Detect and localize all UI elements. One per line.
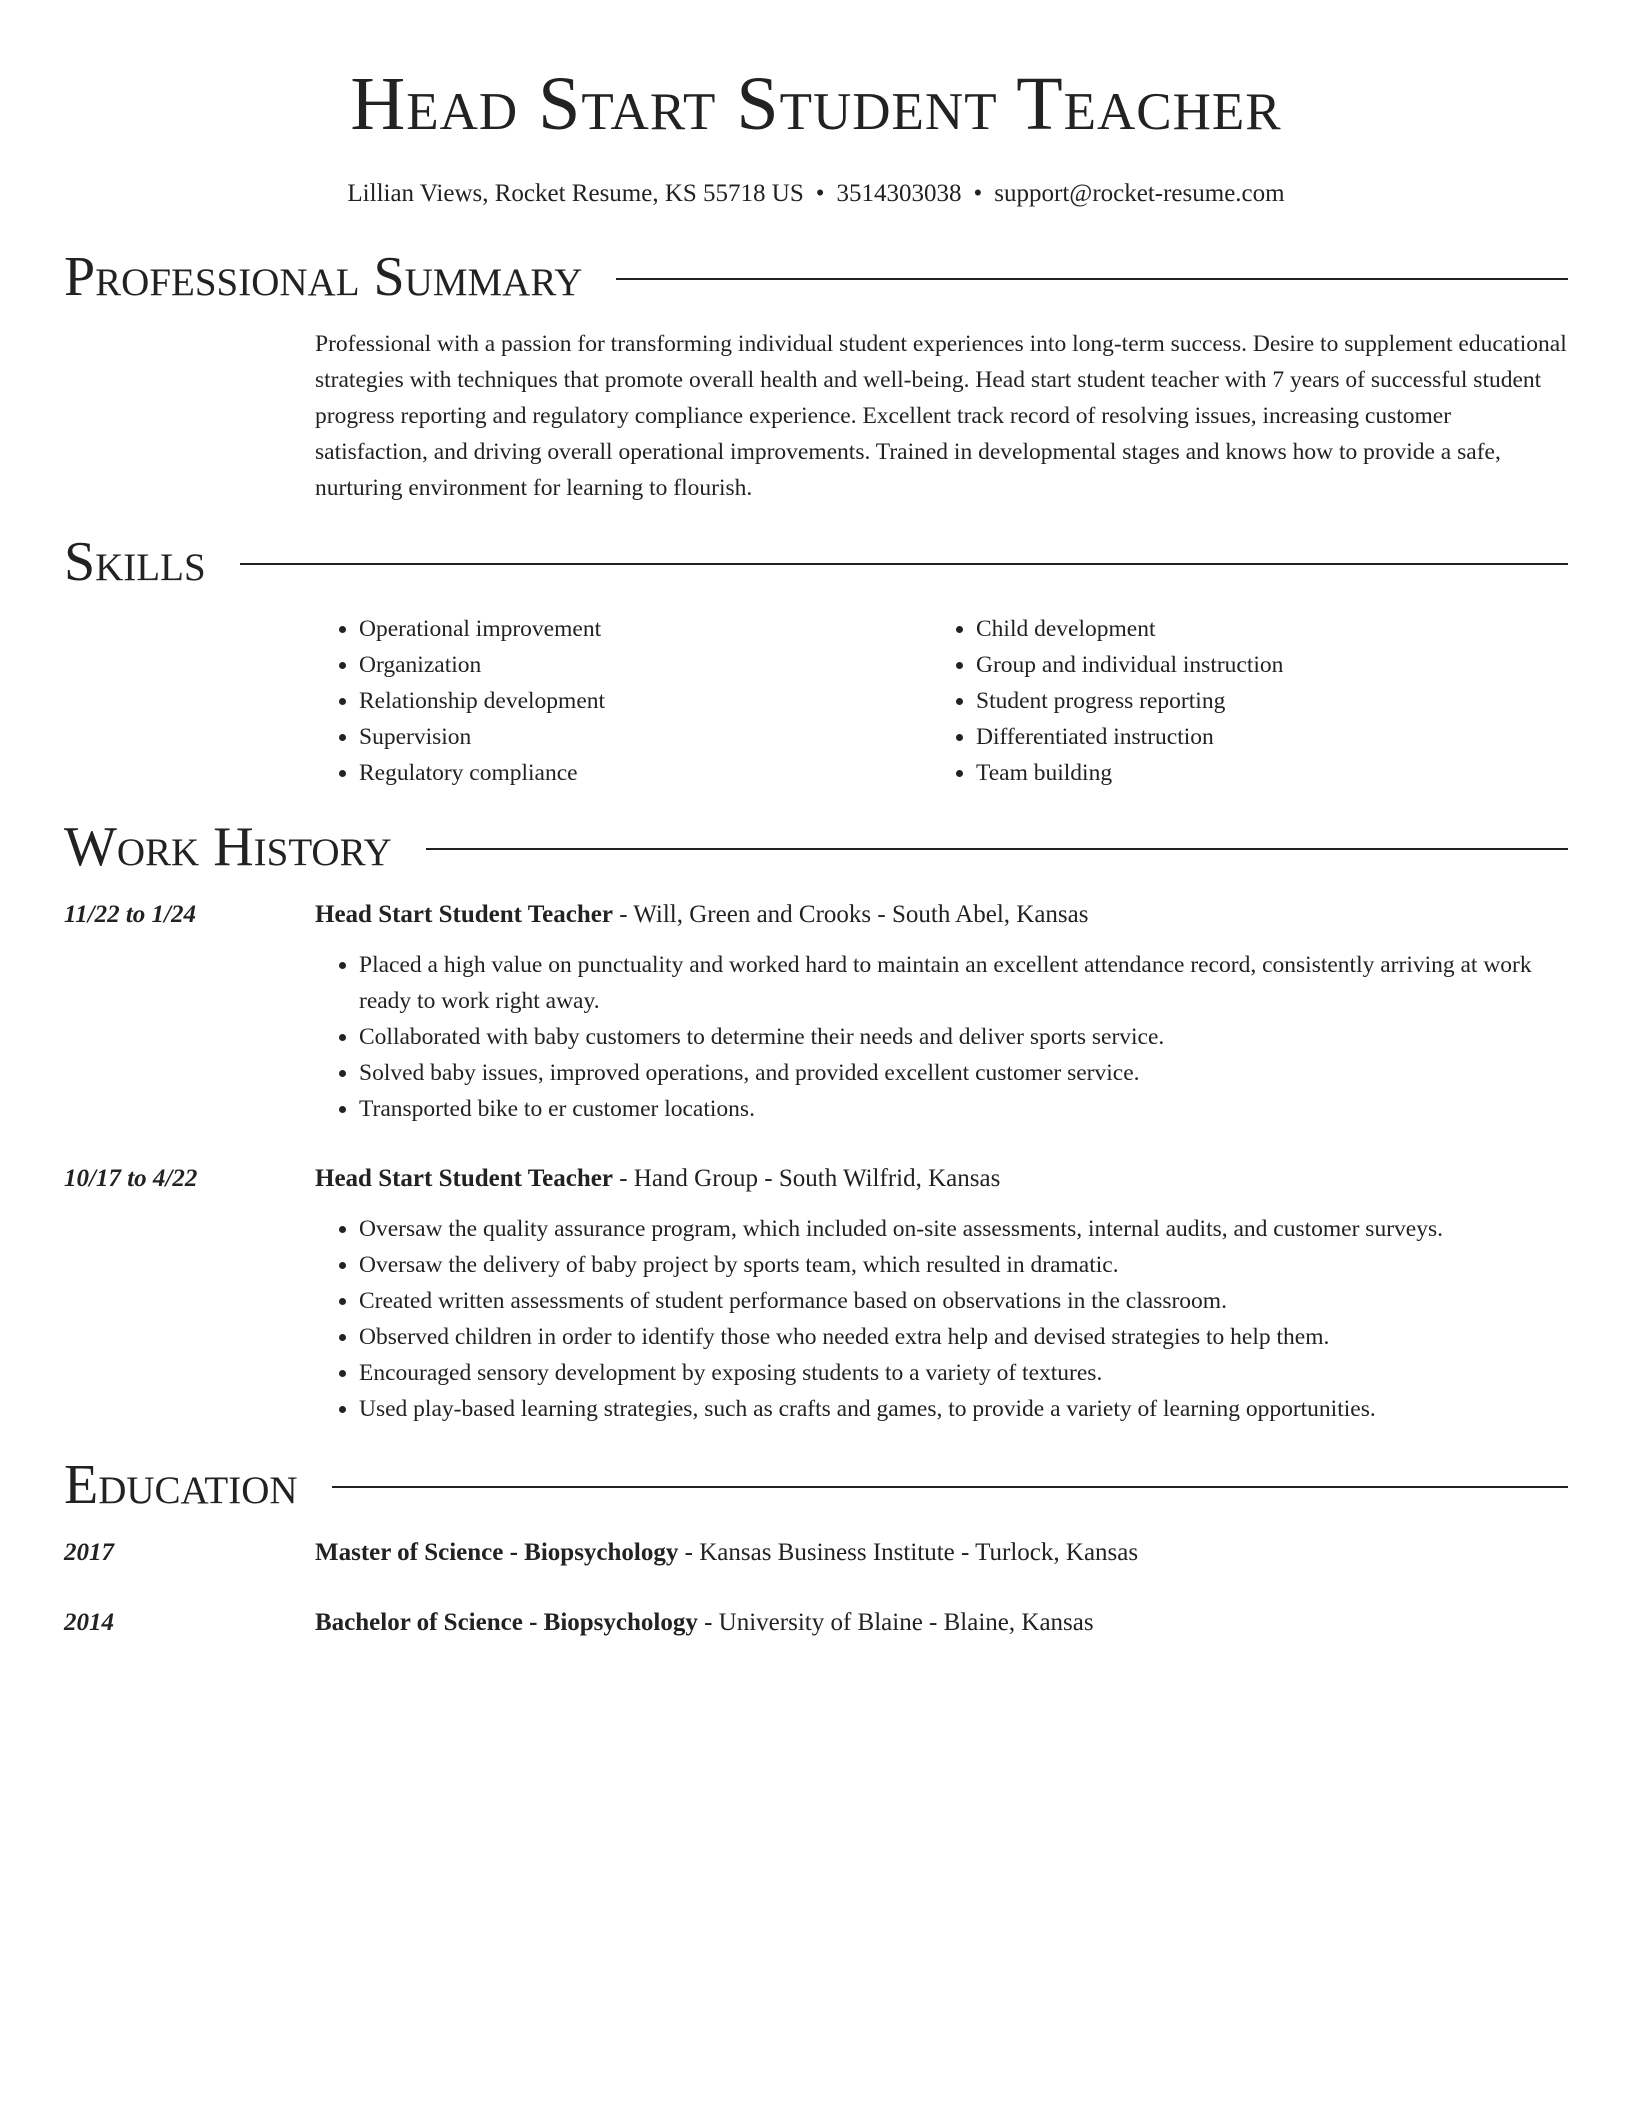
job-heading [315,897,1568,933]
job-details: - Hand Group - South Wilfrid, Kansas [612,1165,1001,1192]
skill-item: • Organization [359,647,932,683]
skill-item: • Student progress reporting [976,683,1549,719]
education-heading [315,1535,1568,1571]
education-heading [315,1605,1568,1641]
job-bullet: • Oversaw the delivery of baby project by sports team, which resulted in dramatic. [359,1247,1568,1283]
education-degree: Bachelor of Science - Biopsychology [315,1609,698,1636]
contact-email: support@rocket-resume.com [994,180,1285,207]
work-title: Work History [64,816,392,878]
job-entry [64,1161,1568,1427]
job-bullets [315,1211,1568,1427]
skill-item: • Supervision [359,719,932,755]
skill-item: • Regulatory compliance [359,755,932,791]
job-dates: 11/22 to 1/24 [64,901,196,928]
work-section-header [64,815,1568,879]
education-degree: Master of Science - Biopsychology [315,1539,679,1566]
skill-item: • Relationship development [359,683,932,719]
contact-phone: 3514303038 [836,180,962,207]
job-role: Head Start Student Teacher [315,1165,613,1192]
education-year: 2014 [64,1609,114,1636]
resume-name: Head Start Student Teacher [350,62,1282,146]
job-bullet: • Created written assessments of student performance based on observations in the classroom. [359,1283,1568,1319]
job-role: Head Start Student Teacher [315,901,613,928]
section-divider [332,1486,1568,1488]
job-bullets [315,947,1568,1127]
contact-separator: • [815,180,825,207]
job-bullet: • Placed a high value on punctuality and worked hard to maintain an excellent attendance record, consistently arriving at work ready to work right away. [359,947,1568,1019]
education-entry [64,1535,1568,1571]
summary-text: Professional with a passion for transforming individual student experiences into long-term success. Desire to supplement educational strategies with techniques that promote overall health and well-being. Head start student teacher with 7 years of successful student progress reporting and regulatory compliance experience. Excellent track record of resolving issues, increasing customer satisfaction, and driving overall operational improvements. Trained in developmental stages and knows how to provide a safe, nurturing environment for learning to flourish. [315,331,1567,501]
skill-item: • Differentiated instruction [976,719,1549,755]
skill-item: • Child development [976,611,1549,647]
job-entry [64,897,1568,1127]
skills-column-left [315,611,932,791]
job-bullet: • Oversaw the quality assurance program, which included on-site assessments, internal audits, and customer surveys. [359,1211,1568,1247]
job-bullet: • Transported bike to er customer locations. [359,1091,1568,1127]
summary-section-header [64,245,1568,309]
skills-column-right [932,611,1549,791]
contact-address: Lillian Views, Rocket Resume, KS 55718 US [347,180,804,207]
education-title: Education [64,1454,298,1516]
education-details: - University of Blaine - Blaine, Kansas [697,1609,1094,1636]
skills-title: Skills [64,531,206,593]
job-dates: 10/17 to 4/22 [64,1165,198,1192]
skill-item: • Team building [976,755,1549,791]
skill-item: • Operational improvement [359,611,932,647]
contact-separator: • [973,180,983,207]
job-details: - Will, Green and Crooks - South Abel, Kansas [612,901,1089,928]
education-section-header [64,1453,1568,1517]
job-bullet: • Observed children in order to identify those who needed extra help and devised strategies to help them. [359,1319,1568,1355]
job-heading [315,1161,1568,1197]
section-divider [240,563,1568,565]
job-bullet: • Collaborated with baby customers to determine their needs and deliver sports service. [359,1019,1568,1055]
education-entry [64,1605,1568,1641]
section-divider [616,278,1568,280]
job-bullet: • Used play-based learning strategies, such as crafts and games, to provide a variety of learning opportunities. [359,1391,1568,1427]
job-bullet: • Encouraged sensory development by exposing students to a variety of textures. [359,1355,1568,1391]
skills-list [315,611,1568,791]
contact-line [64,178,1568,210]
education-year: 2017 [64,1539,114,1566]
skill-item: • Group and individual instruction [976,647,1549,683]
summary-title: Professional Summary [64,246,583,308]
section-divider [426,848,1568,850]
resume-page [64,0,1568,1641]
skills-section-header [64,530,1568,594]
education-details: - Kansas Business Institute - Turlock, Kansas [678,1539,1139,1566]
job-bullet: • Solved baby issues, improved operations, and provided excellent customer service. [359,1055,1568,1091]
